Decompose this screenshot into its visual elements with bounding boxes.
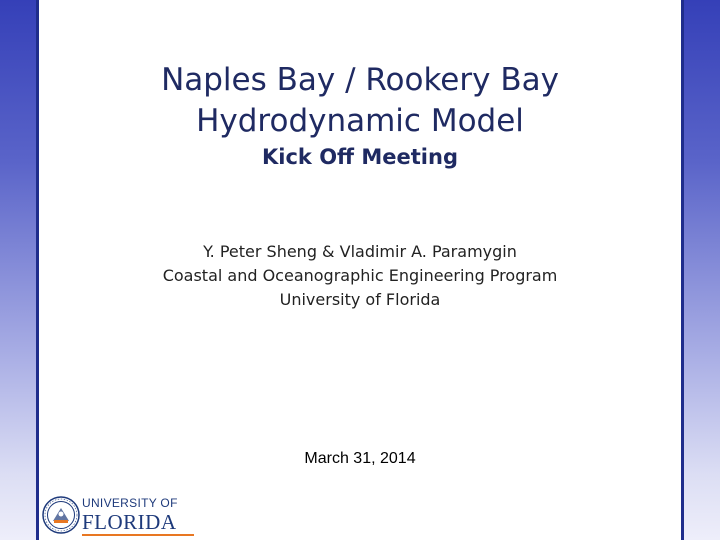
university-text: University of Florida	[279, 290, 441, 309]
slide-title	[0, 60, 720, 142]
logo-bottom-text: FLORIDA	[82, 510, 177, 534]
title-line-1: Naples Bay / Rookery Bay	[161, 62, 559, 98]
authors-text: Y. Peter Sheng & Vladimir A. Paramygin	[203, 242, 517, 261]
program-text: Coastal and Oceanographic Engineering Program	[162, 266, 558, 285]
slide-subtitle: Kick Off Meeting	[262, 145, 458, 169]
logo-top-text: UNIVERSITY OF	[82, 496, 178, 510]
presentation-date: March 31, 2014	[304, 450, 416, 467]
title-line-2: Hydrodynamic Model	[196, 103, 524, 139]
university-logo	[42, 494, 202, 538]
author-block	[0, 240, 720, 312]
uf-seal-icon	[42, 496, 80, 534]
logo-underline	[82, 534, 194, 536]
